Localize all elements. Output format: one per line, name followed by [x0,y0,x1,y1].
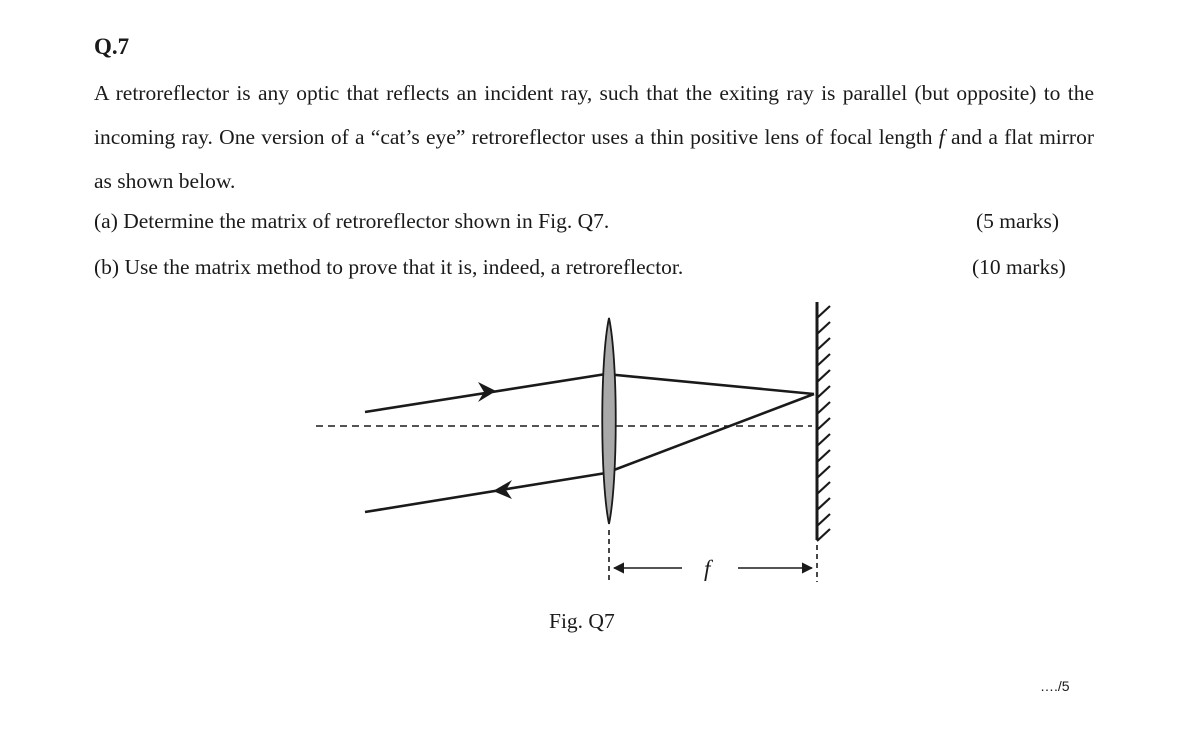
positive-lens [602,318,616,524]
ray-lens-to-mirror [606,374,814,394]
figure-caption: Fig. Q7 [549,609,615,633]
part-a-marks: (5 marks) [976,209,1059,233]
question-intro [94,71,1094,203]
ray-mirror-to-lens [606,394,814,473]
question-intro-part1: A retroreflector is any optic that reflects an incident ray, such that the exiting ray is parallel (but opposite) to the incoming ray. One version of a “cat’s eye” retroreflector uses a thin positive lens of focal length [94,81,1094,149]
page-marker: …./5 [1040,678,1070,694]
part-a-text: (a) Determine the matrix of retroreflector shown in Fig. Q7. [94,209,610,233]
question-intro-part2: and a flat mirror as shown below. [94,125,1094,193]
focal-length-symbol: f [938,125,945,149]
focal-length-label: f [704,556,711,581]
incoming-ray-arrow [478,382,496,402]
retroreflector-figure [300,290,860,600]
mirror-hatching [817,306,830,541]
part-b-text: (b) Use the matrix method to prove that it is, indeed, a retroreflector. [94,255,684,279]
outgoing-ray [365,473,606,512]
part-b-marks: (10 marks) [972,255,1066,279]
question-number: Q.7 [94,34,130,59]
